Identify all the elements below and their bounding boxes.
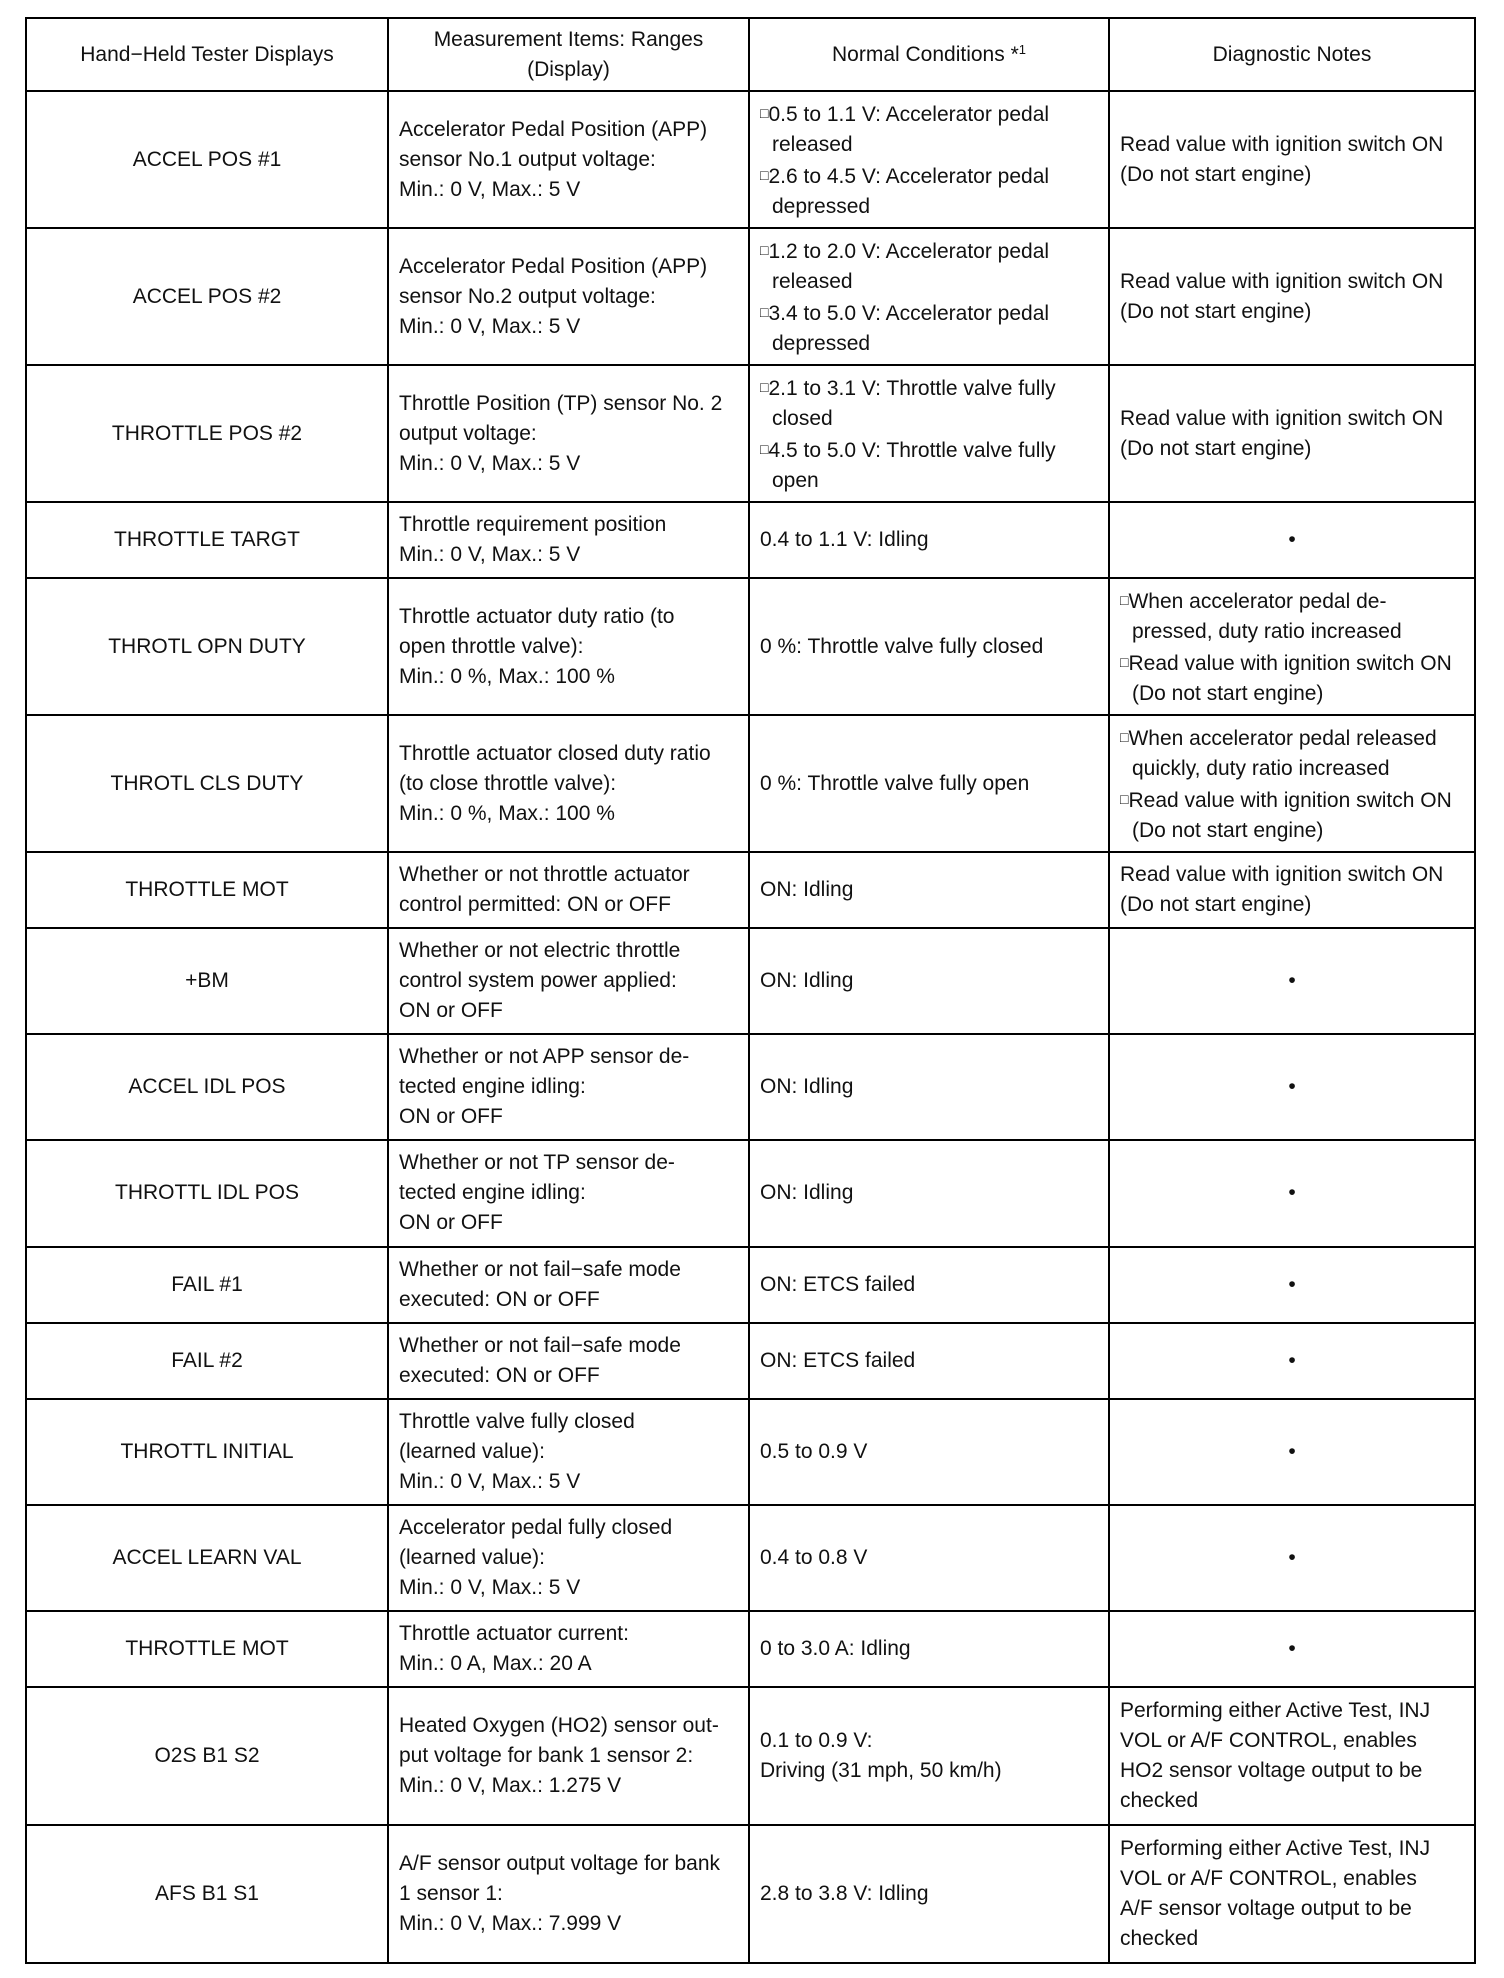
empty-bullet: • xyxy=(1288,1636,1296,1660)
cell-text: 0.1 to 0.9 V: xyxy=(760,1728,873,1752)
table-row xyxy=(26,1034,1475,1140)
normal-condition-cell xyxy=(749,365,1109,502)
cell-text: output voltage: xyxy=(399,421,537,445)
diagnostic-note-cell xyxy=(1109,1505,1475,1611)
diagnostic-note-cell xyxy=(1109,1247,1475,1323)
normal-condition-cell xyxy=(749,1505,1109,1611)
cell-text: When accelerator pedal released xyxy=(1128,726,1437,750)
cell-text: Whether or not fail−safe mode xyxy=(399,1333,681,1357)
measurement-cell xyxy=(388,228,749,365)
cell-text: Driving (31 mph, 50 km/h) xyxy=(760,1758,1002,1782)
tester-display-cell xyxy=(26,1034,388,1140)
normal-condition-cell xyxy=(749,91,1109,228)
measurement-cell xyxy=(388,1247,749,1323)
cell-text: sensor No.2 output voltage: xyxy=(399,284,656,308)
empty-bullet: • xyxy=(1288,1439,1296,1463)
normal-condition-cell xyxy=(749,928,1109,1034)
cell-text: open throttle valve): xyxy=(399,634,584,658)
cell-text: (learned value): xyxy=(399,1439,545,1463)
cell-text: control permitted: ON or OFF xyxy=(399,893,671,917)
normal-condition-cell xyxy=(749,1825,1109,1963)
tester-display-cell xyxy=(26,502,388,578)
cell-text: sensor No.1 output voltage: xyxy=(399,147,656,171)
empty-bullet: • xyxy=(1288,1272,1296,1296)
measurement-cell xyxy=(388,578,749,715)
cell-text: THROTL OPN DUTY xyxy=(108,634,306,658)
table-row xyxy=(26,1247,1475,1323)
tester-display-cell xyxy=(26,1323,388,1399)
cell-text: Min.: 0 A, Max.: 20 A xyxy=(399,1651,592,1675)
cell-text: executed: ON or OFF xyxy=(399,1363,600,1387)
cell-text: 0 to 3.0 A: Idling xyxy=(760,1636,911,1660)
cell-text: 0.4 to 1.1 V: Idling xyxy=(760,528,929,552)
cell-text: Accelerator pedal fully closed xyxy=(399,1515,673,1539)
footnote-marker: 1 xyxy=(1018,41,1026,57)
cell-text: Read value with ignition switch ON xyxy=(1120,269,1444,293)
cell-text: O2S B1 S2 xyxy=(154,1743,260,1767)
cell-text: Throttle actuator duty ratio (to xyxy=(399,604,675,628)
tester-display-cell xyxy=(26,578,388,715)
cell-text: ACCEL POS #1 xyxy=(132,147,282,171)
table-row xyxy=(26,578,1475,715)
table-row xyxy=(26,852,1475,928)
table-row xyxy=(26,1825,1475,1963)
tester-display-cell xyxy=(26,852,388,928)
empty-bullet: • xyxy=(1288,1075,1296,1099)
cell-text: Throttle Position (TP) sensor No. 2 xyxy=(399,391,723,415)
cell-text: 4.5 to 5.0 V: Throttle valve fully xyxy=(768,438,1056,462)
diagnostic-note-cell xyxy=(1109,502,1475,578)
cell-text: pressed, duty ratio increased xyxy=(1132,619,1402,643)
cell-text: ACCEL LEARN VAL xyxy=(112,1545,302,1569)
cell-text: Throttle requirement position xyxy=(399,513,667,537)
empty-bullet: • xyxy=(1288,528,1296,552)
normal-condition-cell xyxy=(749,502,1109,578)
diagnostic-note-cell xyxy=(1109,1399,1475,1505)
cell-text: Min.: 0 V, Max.: 5 V xyxy=(399,1575,581,1599)
cell-text: quickly, duty ratio increased xyxy=(1132,756,1390,780)
empty-bullet: • xyxy=(1288,969,1296,993)
cell-text: Performing either Active Test, INJ xyxy=(1120,1836,1431,1860)
cell-text: A/F sensor output voltage for bank xyxy=(399,1851,721,1875)
cell-text: 2.8 to 3.8 V: Idling xyxy=(760,1881,929,1905)
tester-display-cell xyxy=(26,228,388,365)
cell-text: Throttle actuator current: xyxy=(399,1621,629,1645)
measurement-cell xyxy=(388,1825,749,1963)
cell-text: Read value with ignition switch ON xyxy=(1120,863,1444,887)
condition-bullet xyxy=(760,160,1098,222)
cell-text: Throttle actuator closed duty ratio xyxy=(399,741,711,765)
measurement-cell xyxy=(388,1323,749,1399)
empty-bullet: • xyxy=(1288,1348,1296,1372)
note-bullet xyxy=(1120,784,1464,846)
cell-text: 0.5 to 1.1 V: Accelerator pedal xyxy=(768,102,1050,126)
cell-text: ON: ETCS failed xyxy=(760,1272,916,1296)
diagnostic-note-cell xyxy=(1109,1611,1475,1687)
cell-text: put voltage for bank 1 sensor 2: xyxy=(399,1743,694,1767)
measurement-cell xyxy=(388,1611,749,1687)
cell-text: (learned value): xyxy=(399,1545,545,1569)
cell-text: 1 sensor 1: xyxy=(399,1881,503,1905)
cell-text: ON: Idling xyxy=(760,969,854,993)
diagnostic-note-cell xyxy=(1109,928,1475,1034)
cell-text: ACCEL IDL POS xyxy=(128,1075,286,1099)
header-row xyxy=(26,18,1475,91)
tester-display-cell xyxy=(26,1825,388,1963)
cell-text: Performing either Active Test, INJ xyxy=(1120,1698,1431,1722)
table-row xyxy=(26,928,1475,1034)
cell-text: VOL or A/F CONTROL, enables xyxy=(1120,1866,1417,1890)
diagnostic-note-cell xyxy=(1109,578,1475,715)
cell-text: ON: Idling xyxy=(760,878,854,902)
condition-bullet xyxy=(760,235,1098,297)
cell-text: ON (Do not start engine) xyxy=(1132,651,1452,705)
cell-text: Min.: 0 V, Max.: 5 V xyxy=(399,451,581,475)
table-row xyxy=(26,715,1475,852)
cell-text: Whether or not electric throttle xyxy=(399,939,681,963)
measurement-cell xyxy=(388,91,749,228)
diagnostic-note-cell xyxy=(1109,715,1475,852)
cell-text: (to close throttle valve): xyxy=(399,771,617,795)
table-row xyxy=(26,1505,1475,1611)
condition-bullet xyxy=(760,297,1098,359)
cell-text: ON or OFF xyxy=(399,1105,503,1129)
cell-text: ON: Idling xyxy=(760,1075,854,1099)
tester-display-cell xyxy=(26,1247,388,1323)
measurement-cell xyxy=(388,715,749,852)
header-measurement-items xyxy=(388,18,749,91)
cell-text: Read value with ignition switch xyxy=(1128,651,1415,675)
normal-condition-cell xyxy=(749,1323,1109,1399)
cell-text: AFS B1 S1 xyxy=(155,1881,259,1905)
normal-condition-cell xyxy=(749,1247,1109,1323)
cell-text: 0 %: Throttle valve fully closed xyxy=(760,634,1044,658)
cell-text: THROTL CLS DUTY xyxy=(110,771,304,795)
diagnostic-note-cell xyxy=(1109,91,1475,228)
condition-bullet xyxy=(760,372,1098,434)
diagnostic-note-cell xyxy=(1109,365,1475,502)
cell-text: released xyxy=(772,132,853,156)
table-row xyxy=(26,91,1475,228)
tester-display-cell xyxy=(26,715,388,852)
cell-text: checked xyxy=(1120,1788,1199,1812)
table-row xyxy=(26,1687,1475,1825)
measurement-cell xyxy=(388,1034,749,1140)
tester-display-cell xyxy=(26,1505,388,1611)
cell-text: Throttle valve fully closed xyxy=(399,1409,635,1433)
cell-text: (Do not start engine) xyxy=(1120,162,1312,186)
tester-display-cell xyxy=(26,91,388,228)
empty-bullet: • xyxy=(1288,1545,1296,1569)
cell-text: 2.1 to 3.1 V: Throttle valve fully xyxy=(768,376,1056,400)
normal-condition-cell xyxy=(749,228,1109,365)
cell-text: THROTTLE MOT xyxy=(125,878,289,902)
cell-text: Min.: 0 V, Max.: 1.275 V xyxy=(399,1773,622,1797)
note-bullet xyxy=(1120,647,1464,709)
cell-text: Whether or not throttle actuator xyxy=(399,863,690,887)
cell-text: Min.: 0 V, Max.: 7.999 V xyxy=(399,1911,622,1935)
normal-condition-cell xyxy=(749,715,1109,852)
cell-text: Min.: 0 V, Max.: 5 V xyxy=(399,1469,581,1493)
cell-text: Min.: 0 V, Max.: 5 V xyxy=(399,314,581,338)
cell-text: Min.: 0 %, Max.: 100 % xyxy=(399,664,615,688)
cell-text: 0 %: Throttle valve fully open xyxy=(760,771,1030,795)
diagnostic-note-cell xyxy=(1109,852,1475,928)
cell-text: ON or OFF xyxy=(399,1211,503,1235)
cell-text: depressed xyxy=(772,194,871,218)
note-bullet xyxy=(1120,722,1464,784)
normal-condition-cell xyxy=(749,1611,1109,1687)
cell-text: Measurement Items: Ranges xyxy=(433,27,704,51)
cell-text: THROTTLE TARGT xyxy=(114,528,300,552)
tester-display-cell xyxy=(26,1399,388,1505)
cell-text: FAIL #1 xyxy=(171,1272,243,1296)
tester-display-cell xyxy=(26,1687,388,1825)
cell-text: ACCEL POS #2 xyxy=(132,284,282,308)
cell-text: THROTTLE POS #2 xyxy=(111,421,303,445)
cell-text: depressed xyxy=(772,331,871,355)
tester-display-cell xyxy=(26,928,388,1034)
cell-text: control system power applied: xyxy=(399,969,677,993)
cell-text: +BM xyxy=(185,969,229,993)
cell-text: THROTTL IDL POS xyxy=(115,1181,299,1205)
diagnostic-note-cell xyxy=(1109,1034,1475,1140)
cell-text: ON (Do not start engine) xyxy=(1132,788,1452,842)
condition-bullet xyxy=(760,98,1098,160)
cell-text: Whether or not APP sensor de- xyxy=(399,1045,690,1069)
diagnostic-note-cell xyxy=(1109,228,1475,365)
diagnostic-note-cell xyxy=(1109,1323,1475,1399)
normal-condition-cell xyxy=(749,578,1109,715)
cell-text: A/F sensor voltage output to be xyxy=(1120,1896,1412,1920)
cell-text: FAIL #2 xyxy=(171,1348,243,1372)
cell-text: closed xyxy=(772,406,833,430)
cell-text: Read value with ignition switch ON xyxy=(1120,406,1444,430)
cell-text: Min.: 0 V, Max.: 5 V xyxy=(399,543,581,567)
cell-text: Whether or not fail−safe mode xyxy=(399,1257,681,1281)
measurement-cell xyxy=(388,928,749,1034)
table-row xyxy=(26,1399,1475,1505)
table-row xyxy=(26,1323,1475,1399)
measurement-cell xyxy=(388,1505,749,1611)
cell-text: 1.2 to 2.0 V: Accelerator pedal xyxy=(768,239,1050,263)
diagnostic-note-cell xyxy=(1109,1687,1475,1825)
cell-text: VOL or A/F CONTROL, enables xyxy=(1120,1728,1417,1752)
cell-text: When accelerator pedal de- xyxy=(1128,589,1387,613)
cell-text: THROTTL INITIAL xyxy=(120,1439,294,1463)
tester-display-cell xyxy=(26,365,388,502)
header-diagnostic-notes xyxy=(1109,18,1475,91)
cell-text: (Do not start engine) xyxy=(1120,893,1312,917)
cell-text: Min.: 0 %, Max.: 100 % xyxy=(399,801,615,825)
cell-text: 0.4 to 0.8 V xyxy=(760,1545,868,1569)
measurement-cell xyxy=(388,502,749,578)
note-bullet xyxy=(1120,585,1464,647)
cell-text: 2.6 to 4.5 V: Accelerator pedal xyxy=(768,164,1050,188)
cell-text: Normal Conditions * xyxy=(832,42,1019,66)
cell-text: (Display) xyxy=(527,57,610,81)
condition-bullet xyxy=(760,434,1098,496)
cell-text: released xyxy=(772,269,853,293)
cell-text: 3.4 to 5.0 V: Accelerator pedal xyxy=(768,301,1050,325)
cell-text: executed: ON or OFF xyxy=(399,1287,600,1311)
cell-text: tected engine idling: xyxy=(399,1075,586,1099)
header-tester-displays xyxy=(26,18,388,91)
table-row xyxy=(26,228,1475,365)
measurement-cell xyxy=(388,1140,749,1246)
cell-text: ON or OFF xyxy=(399,999,503,1023)
normal-condition-cell xyxy=(749,1140,1109,1246)
cell-text: checked xyxy=(1120,1926,1199,1950)
tester-display-cell xyxy=(26,1140,388,1246)
normal-condition-cell xyxy=(749,1687,1109,1825)
tester-display-cell xyxy=(26,1611,388,1687)
header-normal-conditions xyxy=(749,18,1109,91)
measurement-cell xyxy=(388,1399,749,1505)
empty-bullet: • xyxy=(1288,1181,1296,1205)
diagnostic-data-table xyxy=(25,17,1476,1964)
cell-text: Whether or not TP sensor de- xyxy=(399,1151,675,1175)
cell-text: HO2 sensor voltage output to be xyxy=(1120,1758,1423,1782)
normal-condition-cell xyxy=(749,1399,1109,1505)
cell-text: Hand−Held Tester Displays xyxy=(80,42,334,66)
cell-text: Read value with ignition switch ON xyxy=(1120,132,1444,156)
table-row xyxy=(26,1611,1475,1687)
cell-text: Diagnostic Notes xyxy=(1212,42,1372,66)
cell-text: 0.5 to 0.9 V xyxy=(760,1439,868,1463)
measurement-cell xyxy=(388,852,749,928)
cell-text: (Do not start engine) xyxy=(1120,299,1312,323)
table-row xyxy=(26,365,1475,502)
cell-text: Read value with ignition switch xyxy=(1128,788,1415,812)
cell-text: open xyxy=(772,468,819,492)
cell-text: (Do not start engine) xyxy=(1120,436,1312,460)
cell-text: tected engine idling: xyxy=(399,1181,586,1205)
diagnostic-note-cell xyxy=(1109,1825,1475,1963)
measurement-cell xyxy=(388,365,749,502)
cell-text: THROTTLE MOT xyxy=(125,1636,289,1660)
measurement-cell xyxy=(388,1687,749,1825)
table-row xyxy=(26,1140,1475,1246)
cell-text: ON: ETCS failed xyxy=(760,1348,916,1372)
cell-text: Heated Oxygen (HO2) sensor out- xyxy=(399,1713,719,1737)
table-row xyxy=(26,502,1475,578)
normal-condition-cell xyxy=(749,852,1109,928)
cell-text: Accelerator Pedal Position (APP) xyxy=(399,254,708,278)
normal-condition-cell xyxy=(749,1034,1109,1140)
cell-text: Min.: 0 V, Max.: 5 V xyxy=(399,177,581,201)
diagnostic-note-cell xyxy=(1109,1140,1475,1246)
cell-text: Accelerator Pedal Position (APP) xyxy=(399,117,708,141)
cell-text: ON: Idling xyxy=(760,1181,854,1205)
